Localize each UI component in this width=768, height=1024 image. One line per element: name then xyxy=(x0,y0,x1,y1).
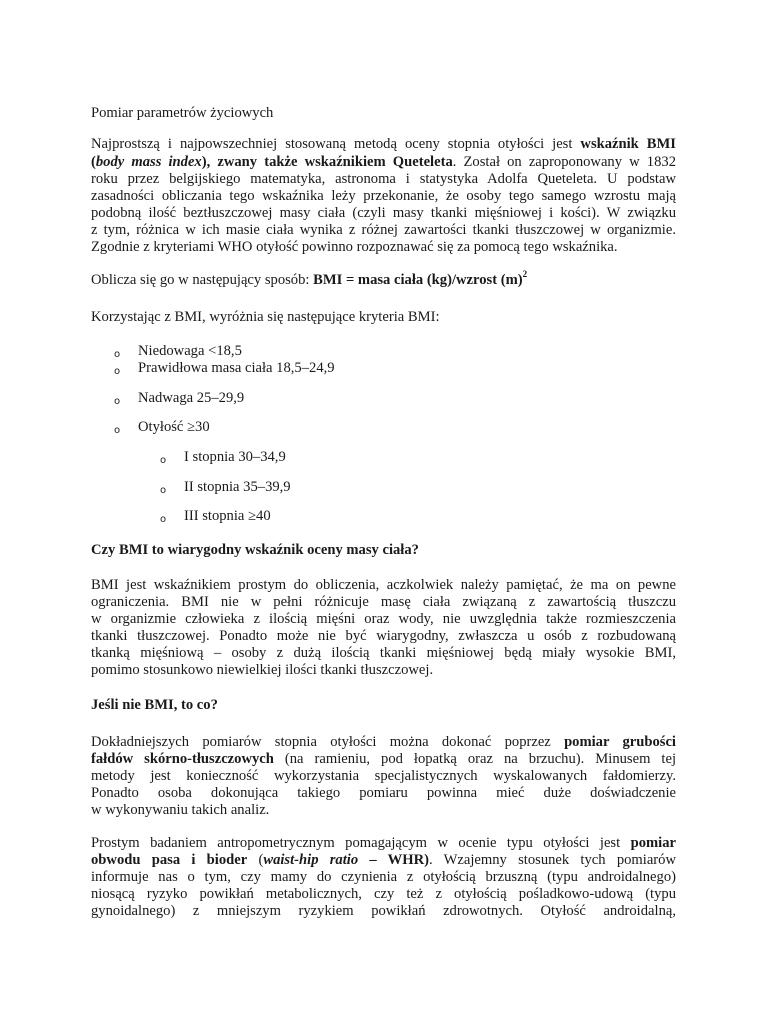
list-bullet: o xyxy=(114,425,121,436)
list-bullet: o xyxy=(160,455,167,466)
list-bullet: o xyxy=(114,396,121,407)
document-title: Pomiar parametrów życiowych xyxy=(91,105,274,121)
intro-line: podobną ilość beztłuszczowej masy ciała (czyli masy tkanki mięśniowej i kości). W związku xyxy=(91,205,676,221)
bold-term: obwodu pasa i bioder xyxy=(91,852,248,868)
intro-line: Zgodnie z kryteriami WHO otyłość powinno rozpoznawać się za pomocą tego wskaźnika. xyxy=(91,239,618,255)
paragraph-line: w organizmie człowieka z ilością mięśni oraz wody, nie uwzględnia także rozmieszczenia xyxy=(91,611,676,627)
heading-text: Czy BMI to wiarygodny wskaźnik oceny masy ciała? xyxy=(91,542,419,558)
text-run: Dokładniejszych pomiarów stopnia otyłości można dokonać poprzez xyxy=(91,734,565,750)
list-item: Niedowaga <18,5 xyxy=(138,343,242,359)
list-bullet: o xyxy=(160,514,167,525)
paragraph-line: niosącą ryzyko powikłań metabolicznych, czy też z otyłością pośladkowo-udową (typu xyxy=(91,886,676,902)
text-run: (na ramieniu, pod łopatką oraz na brzuchu). Minusem tej xyxy=(273,751,677,767)
text-run: . Został on zaproponowany w 1832 xyxy=(452,154,676,170)
paragraph-line: informuje nas o tym, czy mamy do czynienia z otyłością brzuszną (typu androidalnego) xyxy=(91,869,676,885)
paragraph-line: BMI jest wskaźnikiem prostym do obliczenia, aczkolwiek należy pamiętać, że ma on pewne xyxy=(91,577,676,593)
paragraph-line: ograniczenia. BMI nie w pełni różnicuje masę ciała związaną z zawartością tłuszczu xyxy=(91,594,676,610)
list-bullet: o xyxy=(114,349,121,360)
bold-term: ), zwany także xyxy=(201,154,305,170)
intro-line: z tym, różnica w ich masie ciała wynika z różnej zawartości tkanki tłuszczowej w organizmie. xyxy=(91,222,676,238)
intro-line xyxy=(91,136,676,153)
heading-text: Jeśli nie BMI, to co? xyxy=(91,697,218,713)
list-item: Otyłość ≥30 xyxy=(138,419,210,435)
intro-line: zasadności obliczania tego wskaźnika leży przekonanie, że osoby tego samego wzrostu mają xyxy=(91,188,676,204)
bold-term: pomiar xyxy=(630,835,676,851)
bold-term: – WHR) xyxy=(358,852,430,868)
intro-line xyxy=(91,154,676,171)
paragraph-line xyxy=(91,852,676,869)
text-run: ( xyxy=(247,852,264,868)
formula-lead: Oblicza się go w następujący sposób: xyxy=(91,272,314,288)
bold-term: ( xyxy=(91,154,96,170)
bold-italic-term: waist-hip ratio xyxy=(263,852,359,868)
bold-italic-term: body mass index xyxy=(95,154,202,170)
paragraph-line: gynoidalnego) z mniejszym ryzykiem powikłań zdrowotnych. Otyłość androidalną, xyxy=(91,903,676,919)
formula-exponent: 2 xyxy=(522,269,528,280)
bold-term: wskaźnik BMI xyxy=(580,136,676,152)
bmi-formula: BMI = masa ciała (kg)/wzrost (m) xyxy=(313,272,523,288)
paragraph-line: w wykonywaniu takich analiz. xyxy=(91,802,270,818)
list-item: Nadwaga 25–29,9 xyxy=(138,390,245,406)
paragraph-line: pomimo stosunkowo niewielkiej ilości tkanki tłuszczowej. xyxy=(91,662,434,678)
text-run: . Wzajemny stosunek tych pomiarów xyxy=(429,852,676,868)
paragraph-line: Ponadto osoba dokonująca takiego pomiaru powinna mieć duże doświadczenie xyxy=(91,785,676,801)
section-heading xyxy=(91,542,676,559)
paragraph-line: metody jest konieczność wykorzystania specjalistycznych wyskalowanych fałdomierzy. xyxy=(91,768,676,784)
sub-list-item: II stopnia 35–39,9 xyxy=(184,479,291,495)
criteria-intro: Korzystając z BMI, wyróżnia się następujące kryteria BMI: xyxy=(91,309,440,325)
bold-term: pomiar grubości xyxy=(564,734,676,750)
bold-term: fałdów skórno-tłuszczowych xyxy=(91,751,274,767)
intro-line: roku przez belgijskiego matematyka, astronoma i statystyka Adolfa Queteleta. U podstaw xyxy=(91,171,676,187)
paragraph-line xyxy=(91,734,676,751)
list-bullet: o xyxy=(160,485,167,496)
paragraph-line: tkanki tłuszczowej. Ponadto może nie być wiarygodny, zwłaszcza u osób z rozbudowaną xyxy=(91,628,676,644)
paragraph-line: tkanką mięśniową – osoby z dużą ilością tkanki mięśniowej będą miały wysokie BMI, xyxy=(91,645,676,661)
formula-line xyxy=(91,269,676,289)
sub-list-item: III stopnia ≥40 xyxy=(184,508,271,524)
list-bullet: o xyxy=(114,366,121,377)
sub-list-item: I stopnia 30–34,9 xyxy=(184,449,286,465)
section-heading xyxy=(91,697,676,714)
text-run: Prostym badaniem antropometrycznym pomagającym w ocenie typu otyłości jest xyxy=(91,835,631,851)
list-item: Prawidłowa masa ciała 18,5–24,9 xyxy=(138,360,335,376)
paragraph-line xyxy=(91,751,676,768)
text-run: Najprostszą i najpowszechniej stosowaną metodą oceny stopnia otyłości jest xyxy=(91,136,581,152)
bold-term: wskaźnikiem Queteleta xyxy=(304,154,453,170)
paragraph-line xyxy=(91,835,676,852)
